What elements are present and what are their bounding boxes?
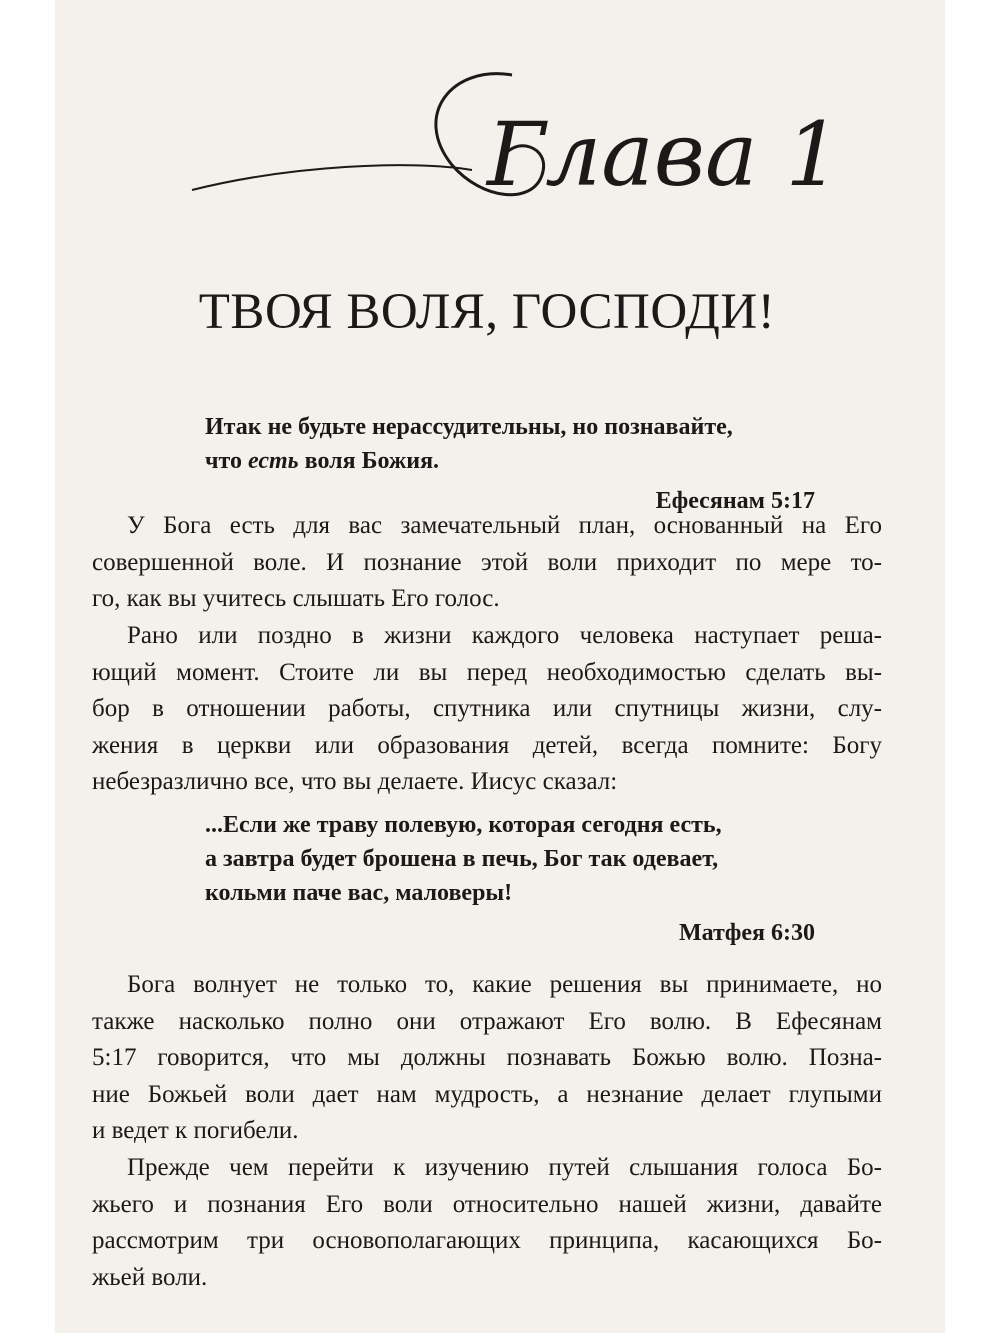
text-line: жьего и познания Его воли относительно нашей жизни, давайте xyxy=(92,1190,882,1218)
paragraph-1 xyxy=(92,508,882,618)
epigraph-text: что xyxy=(205,448,249,474)
chapter-heading xyxy=(392,55,842,225)
text-line: жьей воли. xyxy=(92,1263,208,1291)
text-line: го, как вы учитесь слышать Его голос. xyxy=(92,585,500,612)
epigraph-reference: Матфея 6:30 xyxy=(678,920,815,946)
paragraph-3 xyxy=(92,967,882,1150)
epigraph-line: кольми паче вас, маловеры! xyxy=(205,880,513,906)
text-line: бор в отношении работы, спутника или спутницы жизни, слу- xyxy=(92,695,882,722)
chapter-label: Глава 1 xyxy=(487,103,842,206)
chapter-title: ТВОЯ ВОЛЯ, ГОСПОДИ! xyxy=(198,284,776,340)
epigraph-ephesians xyxy=(205,410,815,518)
text-line: Бога волнует не только то, какие решения вы принимаете, но xyxy=(127,971,882,998)
text-line: и ведет к погибели. xyxy=(92,1117,299,1144)
text-line: рассмотрим три основополагающих принципа, касающихся Бо- xyxy=(92,1227,882,1254)
epigraph-line: Итак не будьте нерассудительны, но познавайте, xyxy=(205,414,733,440)
text-line: 5:17 говорится, что мы должны познавать Божью волю. Позна- xyxy=(92,1044,882,1071)
epigraph-matthew xyxy=(205,808,815,950)
text-line: жения в церкви или образования детей, всегда помните: Богу xyxy=(92,731,882,759)
epigraph-emphasis: есть xyxy=(248,448,299,474)
book-page xyxy=(55,0,945,1333)
text-line: совершенной воле. И познание этой воли приходит по мере то- xyxy=(92,548,882,576)
epigraph-line xyxy=(205,444,815,478)
epigraph-text: воля Божия. xyxy=(298,448,440,474)
text-line: ющий момент. Стоите ли вы перед необходимостью сделать вы- xyxy=(92,658,882,686)
text-line: ние Божьей воли дает нам мудрость, а незнание делает глупыми xyxy=(92,1080,882,1108)
paragraph-2 xyxy=(92,618,882,801)
paragraph-4 xyxy=(92,1150,882,1296)
text-line: Прежде чем перейти к изучению путей слышания голоса Бо- xyxy=(127,1154,882,1181)
text-line: небезразлично все, что вы делаете. Иисус сказал: xyxy=(92,768,618,795)
swash-line xyxy=(192,165,472,190)
text-line: также насколько полно они отражают Его волю. В Ефесянам xyxy=(92,1007,882,1035)
epigraph-line: ...Если же траву полевую, которая сегодня есть, xyxy=(205,812,722,838)
chapter-ornament xyxy=(392,55,842,225)
epigraph-line: а завтра будет брошена в печь, Бог так одевает, xyxy=(205,846,719,872)
epigraph-reference: Ефесянам 5:17 xyxy=(655,488,815,514)
text-line: У Бога есть для вас замечательный план, основанный на Его xyxy=(127,512,882,539)
text-line: Рано или поздно в жизни каждого человека наступает реша- xyxy=(127,622,882,649)
